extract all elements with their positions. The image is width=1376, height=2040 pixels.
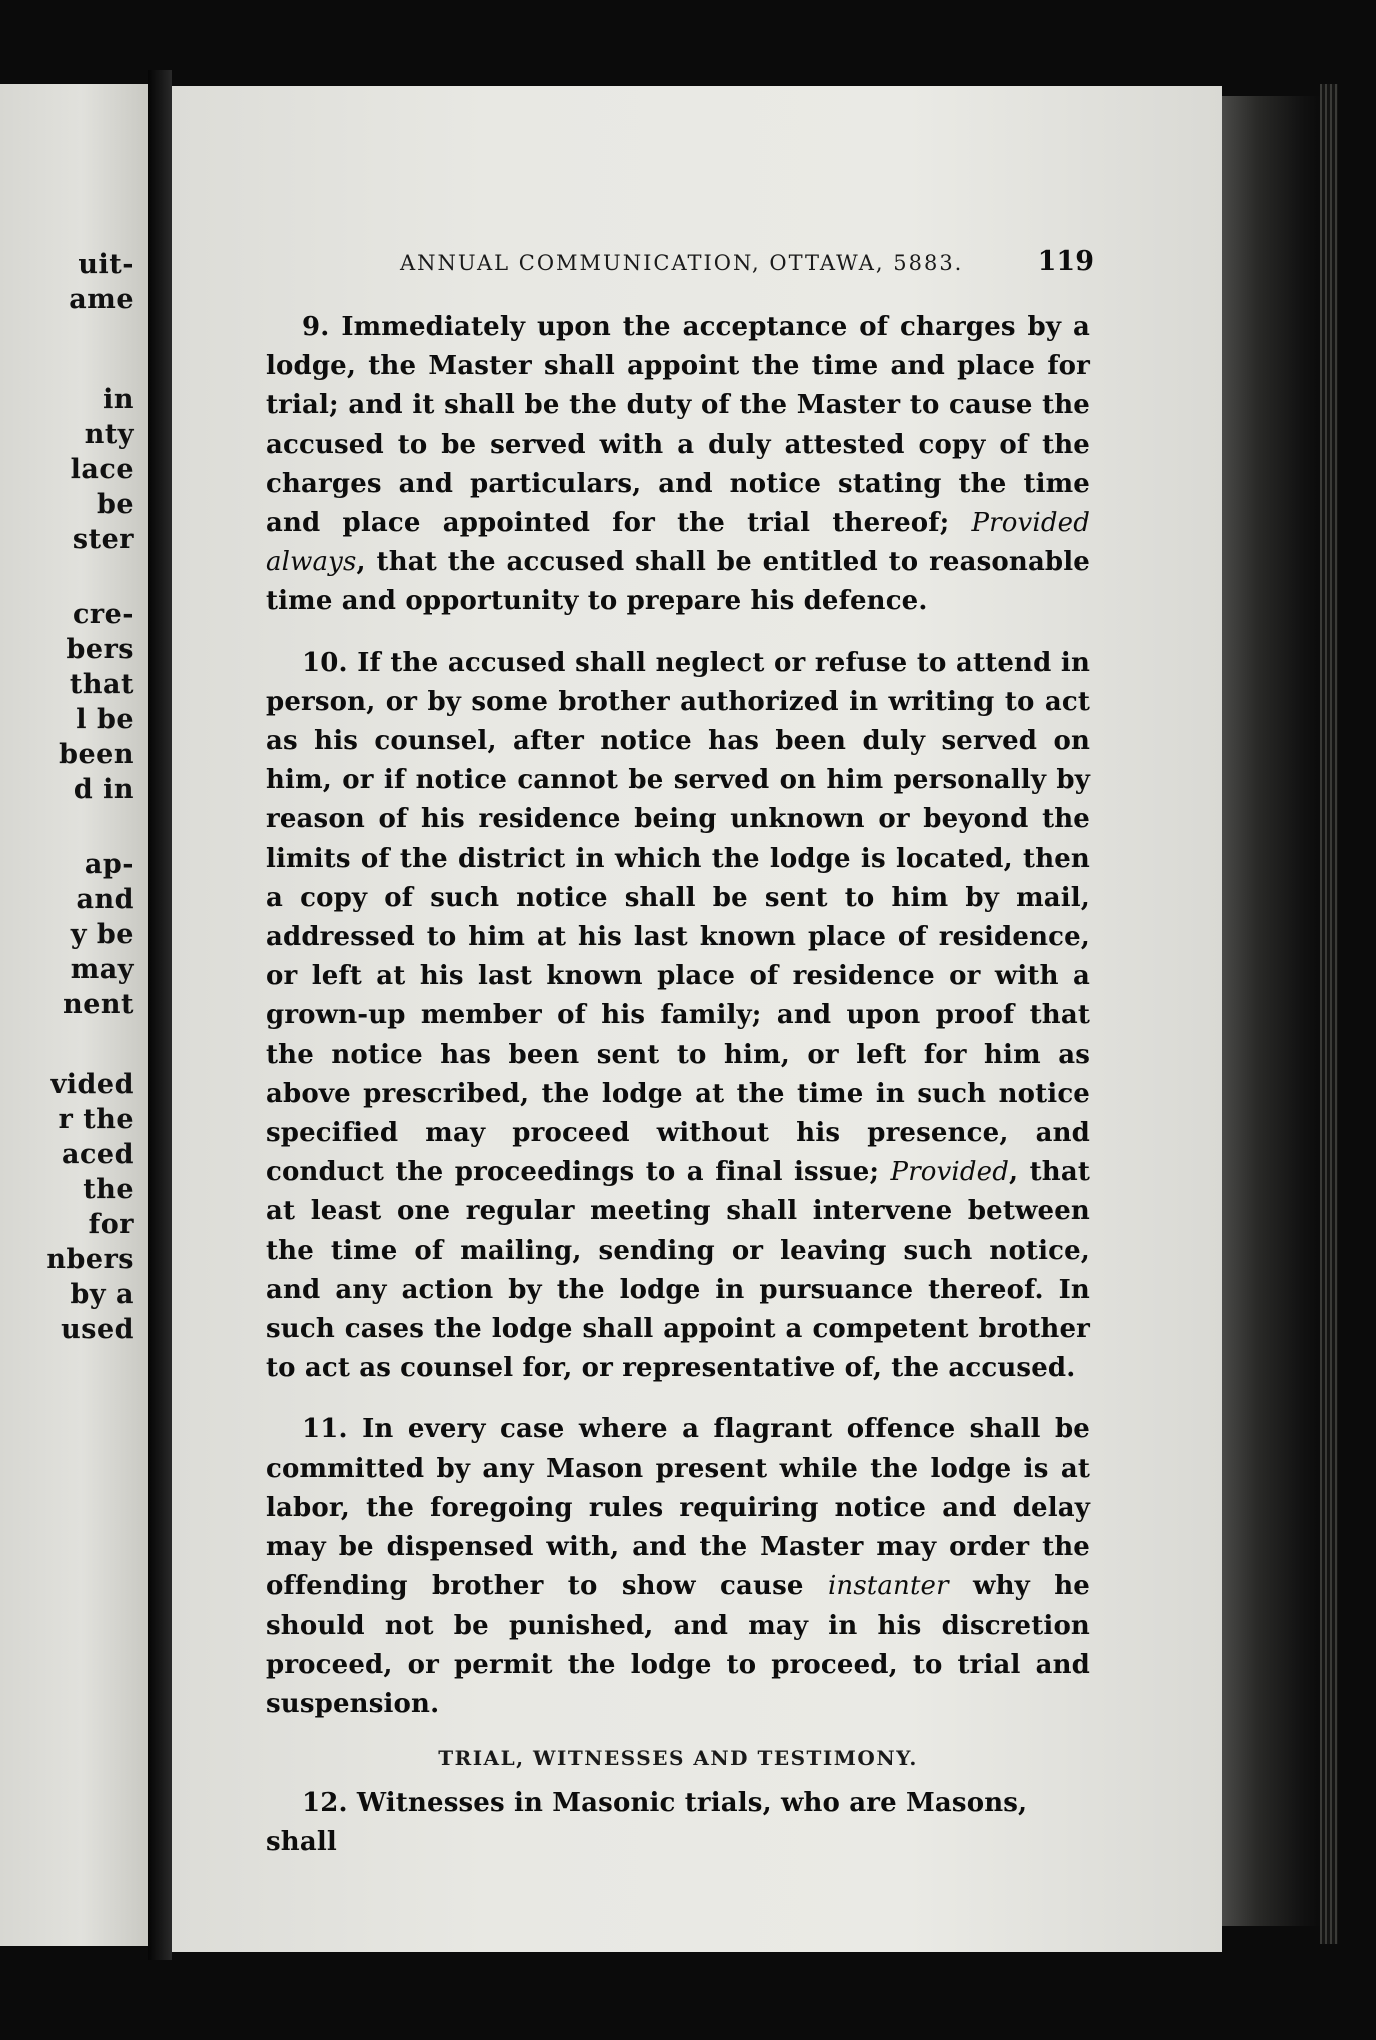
- paragraph-9: [266, 308, 1090, 622]
- running-title: ANNUAL COMMUNICATION, OTTAWA, 5883.: [400, 251, 964, 275]
- left-page-fragment: been: [59, 739, 134, 770]
- page-stack-edge: [1320, 84, 1338, 1944]
- paragraph-text: , that at least one regular meeting shall intervene between the time of mailing, sending or leaving such notice, and any action by the lodge in pursuance thereof. In such cases the lodge shall appoint a competent brother to act as counsel for, or representative of, the accused.: [266, 1157, 1090, 1384]
- paragraph-text: If the accused shall neglect or refuse to attend in person, or by some brother authorized in writing to act as his counsel, after notice has been duly served on him, or if notice cannot be served on him personally by reason of his residence being unknown or beyond the limits of the district in which the lodge is located, then a copy of such notice shall be sent to him by mail, addressed to him at his last known place of residence, or left at his last known place of residence or with a grown-up member of his family; and upon proof that the notice has been sent to him, or left for him as above prescribed, the lodge at the time in such notice specified may proceed without his presence, and conduct the proceedings to a final issue;: [266, 647, 1091, 1188]
- left-page-fragment: that: [69, 669, 134, 700]
- left-page-fragment: ster: [72, 524, 134, 555]
- section-heading: TRIAL, WITNESSES AND TESTIMONY.: [438, 1746, 918, 1771]
- left-page-fragment: d in: [73, 774, 134, 805]
- paragraph-number: 9.: [302, 312, 330, 342]
- left-page-fragment: used: [61, 1314, 134, 1345]
- italic-phrase: Provided always: [266, 508, 1090, 578]
- paragraph-text: In every case where a flagrant offence shall be committed by any Mason present while the lodge is at labor, the foregoing rules requiring notice and delay may be dispensed with, and the Master may order the offending brother to show cause: [266, 1414, 1090, 1602]
- page-number: 119: [1037, 246, 1094, 277]
- paragraph-number: 10.: [302, 647, 348, 678]
- left-page-fragment: by a: [70, 1279, 134, 1310]
- paragraph-text: Immediately upon the acceptance of charges by a lodge, the Master shall appoint the time and place for trial; and it shall be the duty of the Master to cause the accused to be served with a duly attested copy of the charges and particulars, and notice stating the time and place appointed for the trial thereof;: [266, 312, 1090, 539]
- left-page-fragment: aced: [62, 1139, 134, 1170]
- running-head: [266, 246, 1094, 280]
- left-page-fragment: in: [103, 384, 134, 415]
- left-page: [0, 84, 148, 1946]
- paragraph-text: why he should not be punished, and may in his discretion proceed, or permit the lodge to proceed, to trial and suspension.: [266, 1571, 1090, 1719]
- left-page-fragment: r the: [58, 1104, 134, 1135]
- paragraphs: [266, 308, 1090, 1724]
- italic-phrase: Provided: [890, 1157, 1010, 1188]
- left-page-fragment: for: [88, 1209, 134, 1240]
- page-content: [266, 246, 1094, 1863]
- left-page-fragment: vided: [50, 1069, 134, 1100]
- paragraph-12: [266, 1784, 1090, 1862]
- left-page-fragment: be: [96, 489, 134, 520]
- left-page-fragment: lace: [70, 454, 134, 485]
- left-page-text-fragments: [0, 84, 148, 1946]
- left-page-fragment: l be: [76, 704, 134, 735]
- paragraph-number: 12.: [302, 1788, 348, 1819]
- left-page-fragment: and: [76, 884, 134, 915]
- italic-phrase: instanter: [827, 1571, 949, 1602]
- paragraph-text: Witnesses in Masonic trials, who are Masons, shall: [266, 1788, 1028, 1858]
- left-page-fragment: nent: [63, 989, 134, 1020]
- paragraph-11: [266, 1410, 1090, 1724]
- left-page-fragment: cre-: [72, 599, 134, 630]
- paragraph-text: , that the accused shall be entitled to reasonable time and opportunity to prepare his defence.: [266, 547, 1090, 617]
- left-page-fragment: nty: [84, 419, 134, 450]
- left-page-fragment: y be: [70, 919, 134, 950]
- left-page-fragment: may: [70, 954, 134, 985]
- left-page-fragment: bers: [66, 634, 134, 665]
- book-gutter: [148, 70, 172, 1960]
- paragraph-number: 11.: [302, 1414, 348, 1445]
- left-page-fragment: ame: [69, 284, 134, 315]
- left-page-fragment: nbers: [46, 1244, 134, 1275]
- left-page-fragment: uit-: [78, 249, 134, 280]
- left-page-fragment: ap-: [84, 849, 134, 880]
- paragraph-10: [266, 644, 1090, 1389]
- left-page-fragment: the: [83, 1174, 134, 1205]
